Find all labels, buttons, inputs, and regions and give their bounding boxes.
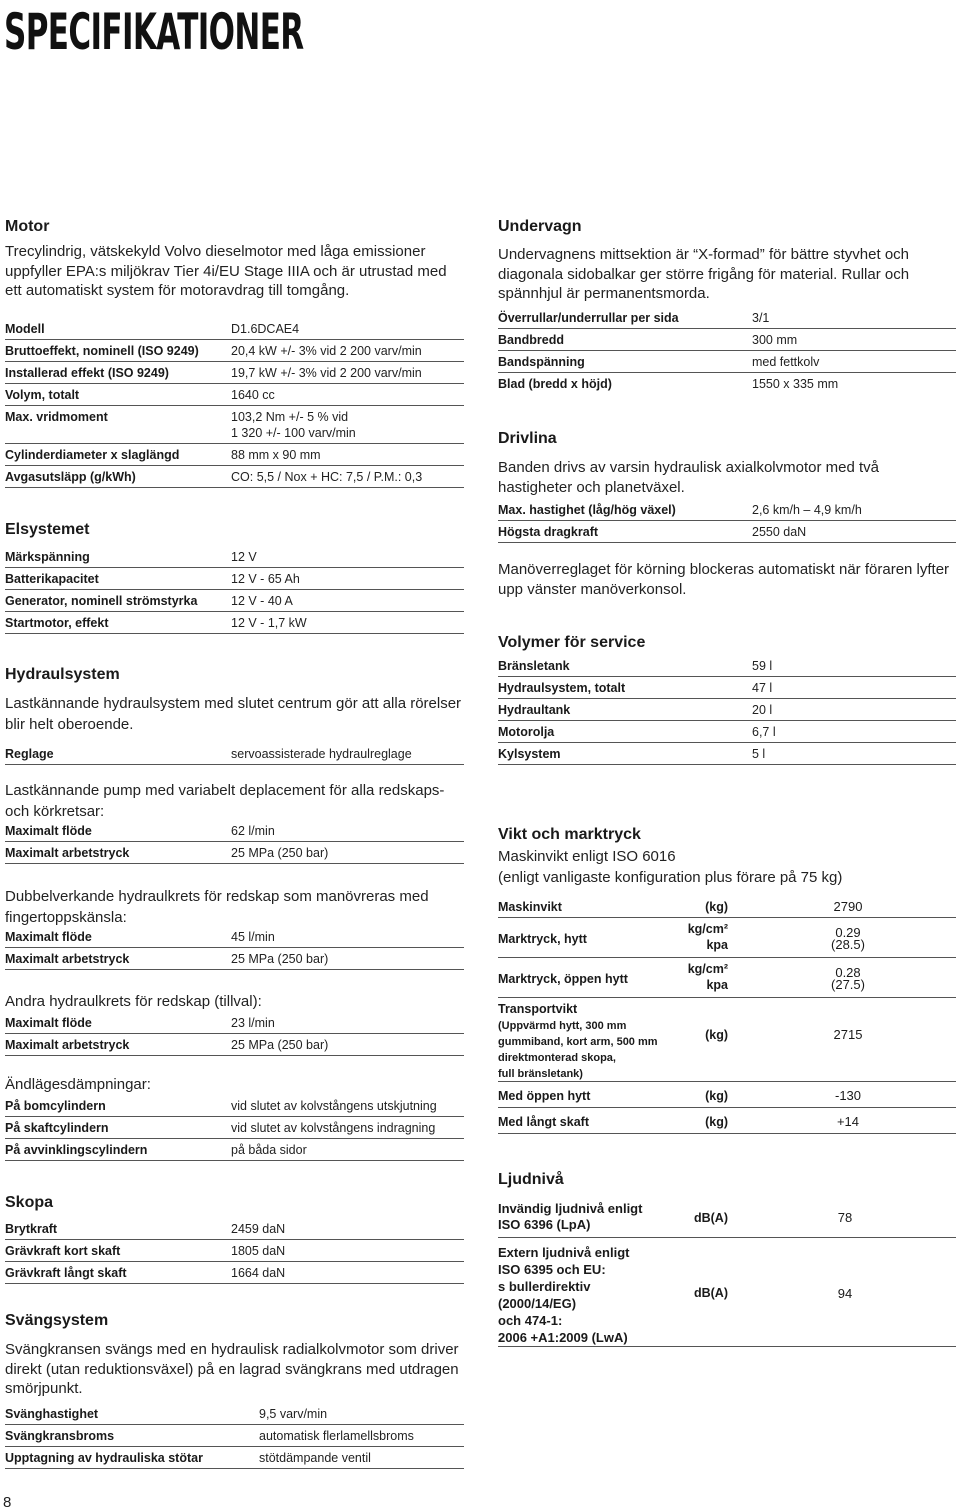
transport-detail: gummiband, kort arm, 500 mm [498,1036,658,1048]
row-key: Maximalt arbetstryck [5,952,130,966]
row-value: 19,7 kW +/- 3% vid 2 200 varv/min [231,366,422,380]
pump-row [5,820,464,842]
row-key: Maximalt arbetstryck [5,846,130,860]
transport-detail: (Uppvärmd hytt, 300 mm [498,1020,627,1032]
motor-text: Trecylindrig, vätskekyld Volvo dieselmotor med låga emissioner uppfyller EPA:s miljökrav Tier 4i/EU Stage IIIA och är utrustad med ett automatiskt system för motoravdrag till tomgång. [5,243,447,299]
row-key: Svänghastighet [5,1407,99,1421]
row-value: 47 l [752,681,773,695]
row-value: 25 MPa (250 bar) [231,1038,329,1052]
transport-label: Transportvikt [498,1002,578,1016]
skopa-section [5,1193,464,1213]
and-table [5,1095,464,1161]
row-value: 2550 daN [752,525,807,539]
row-value: 3/1 [752,311,770,325]
row-value: CO: 5,5 / Nox + HC: 7,5 / P.M.: 0,3 [231,470,423,484]
row-value: 5 l [752,747,766,761]
ljud-line: Extern ljudnivå enligt [498,1245,630,1260]
ljud-line: s bullerdirektiv [498,1279,591,1294]
row-key: På avvinklingscylindern [5,1143,148,1157]
row-value-line: 103,2 Nm +/- 5 % vid [231,410,349,424]
ljud-line: (2000/14/EG) [498,1296,577,1311]
row-value: 2459 daN [231,1222,286,1236]
row-value: 12 V - 65 Ah [231,572,300,586]
motor-table [5,318,464,488]
undervagn-text: Undervagnens mittsektion är “X-formad” för bättre styvhet och diagonala sidobalkar ger större frigång för material. Rullar och spännhjul är permanentsmorda. [498,246,910,302]
motor-row [5,340,464,362]
transport-detail: direktmonterad skopa, [498,1052,616,1064]
row-key: Installerad effekt (ISO 9249) [5,366,169,380]
row-key: Volym, totalt [5,388,80,402]
row-key: Bandbredd [498,333,564,347]
skopa-heading: Skopa [5,1194,54,1211]
svangsystem-text: Svängkransen svängs med en hydraulisk radialkolvmotor som driver direkt (utan reduktionsväxel) på en lagrad svängkrans med utdragen smörjpunkt. [5,1341,459,1397]
drivlina-text2-wrap [498,556,956,599]
motor-section [5,217,464,301]
row-key: Grävkraft kort skaft [5,1244,121,1258]
row-value: 20,4 kW +/- 3% vid 2 200 varv/min [231,344,422,358]
unit-line: kpa [706,938,728,952]
row-value: 94 [837,1286,853,1301]
el-row [5,546,464,568]
row-value [798,925,898,957]
row-value: 25 MPa (250 bar) [231,952,329,966]
row-key: Reglage [5,747,54,761]
row-value: 23 l/min [231,1016,275,1030]
row-value: 25 MPa (250 bar) [231,846,329,860]
row-key: Maskinvikt [498,900,562,914]
skopa-row [5,1218,464,1240]
vikt-table [498,896,956,1134]
ljud-line: 2006 +A1:2009 (LwA) [498,1330,628,1345]
row-value: vid slutet av kolvstångens indragning [231,1121,436,1135]
row-value: 88 mm x 90 mm [231,448,321,462]
value-line: (27.5) [831,977,865,992]
row-key: Marktryck, öppen hytt [498,972,628,986]
motor-row [5,406,464,444]
drivlina-section [498,429,956,497]
row-value: +14 [836,1114,860,1129]
undervagn-section [498,217,956,304]
and-row [5,1095,464,1117]
row-unit [678,961,728,993]
row-key: Maximalt flöde [5,1016,92,1030]
row-key: Motorolja [498,725,555,739]
row-key: Modell [5,322,45,336]
row-key: Kylsystem [498,747,561,761]
svangsystem-section [5,1311,464,1399]
hydraulsystem-text: Lastkännande hydraulsystem med slutet centrum gör att alla rörelser blir helt oberoende. [5,695,462,733]
row-key [498,1244,629,1346]
dub-paragraph: Dubbelverkande hydraulkrets för redskap som manövreras med fingertoppskänsla: [5,888,429,926]
volymer-row [498,677,956,699]
dub-text [5,880,464,928]
row-key: Blad (bredd x höjd) [498,377,612,391]
row-value: 2,6 km/h – 4,9 km/h [752,503,862,517]
row-key: Överrullar/underrullar per sida [498,311,679,325]
undervagn-heading: Undervagn [498,218,582,235]
undervagn-row [498,329,956,351]
row-key: Maximalt flöde [5,930,92,944]
andra-row [5,1034,464,1056]
row-key: Startmotor, effekt [5,616,109,630]
row-key: Upptagning av hydrauliska stötar [5,1451,203,1465]
row-key: Hydraulsystem, totalt [498,681,626,695]
svang-row [5,1447,464,1469]
unit-line: kg/cm² [687,962,728,976]
svang-row [5,1403,464,1425]
drivlina-text: Banden drivs av varsin hydraulisk axialkolvmotor med två hastigheter och planetväxel. [498,459,879,496]
vikt-sub2: (enligt vanligaste konfiguration plus förare på 75 kg) [498,869,843,886]
row-value: 9,5 varv/min [259,1407,328,1421]
vikt-sub1: Maskinvikt enligt ISO 6016 [498,848,676,865]
unit-line: kpa [706,978,728,992]
row-value: D1.6DCAE4 [231,322,300,336]
row-value: -130 [834,1088,862,1103]
motor-row [5,318,464,340]
row-key: På skaftcylindern [5,1121,109,1135]
svang-row [5,1425,464,1447]
row-value: på båda sidor [231,1143,307,1157]
row-value: 300 mm [752,333,798,347]
row-value: 6,7 l [752,725,776,739]
ljud-line: Invändig ljudnivå enligt [498,1201,643,1216]
row-value: 2790 [833,899,863,914]
vikt-section [498,825,956,888]
row-key [498,1201,642,1233]
row-key: Maximalt flöde [5,824,92,838]
row-value: automatisk flerlamellsbroms [259,1429,414,1443]
row-key: Max. vridmoment [5,410,108,424]
row-value-line: 1 320 +/- 100 varv/min [231,426,356,440]
row-key: Märkspänning [5,550,90,564]
row-value: 2715 [833,1027,863,1042]
undervagn-table [498,307,956,395]
motor-row [5,466,464,488]
ljud-heading: Ljudnivå [498,1171,564,1188]
row-key: Med långt skaft [498,1115,589,1129]
reglage-row [5,743,464,765]
row-key [498,1001,658,1081]
row-key: Marktryck, hytt [498,932,587,946]
volymer-row [498,655,956,677]
row-value: 78 [837,1210,853,1225]
pump-row [5,842,464,864]
row-value: 1664 daN [231,1266,286,1280]
ljud-section [498,1170,956,1190]
row-key: Svängkransbroms [5,1429,115,1443]
row-unit: dB(A) [693,1286,728,1300]
row-key: Hydraultank [498,703,571,717]
andra-row [5,1012,464,1034]
row-key: Med öppen hytt [498,1089,591,1103]
undervagn-row [498,373,956,395]
el-row [5,612,464,634]
skopa-table [5,1218,464,1284]
motor-row [5,444,464,466]
row-value: 62 l/min [231,824,275,838]
vikt-row [498,918,956,958]
vikt-row [498,998,956,1082]
ljud-row [498,1238,956,1347]
andra-table [5,1012,464,1056]
vikt-row [498,958,956,998]
volymer-row [498,721,956,743]
skopa-row [5,1240,464,1262]
row-value: stötdämpande ventil [259,1451,371,1465]
ljud-row [498,1198,956,1238]
row-unit [678,921,728,953]
vikt-row [498,896,956,918]
ljud-table [498,1198,956,1347]
elsystemet-heading: Elsystemet [5,521,90,538]
dub-table [5,926,464,970]
row-unit: dB(A) [693,1211,728,1225]
pump-text [5,774,464,822]
elsystemet-table [5,546,464,634]
row-value: vid slutet av kolvstångens utskjutning [231,1099,437,1113]
ljud-line: ISO 6396 (LpA) [498,1217,591,1232]
volymer-section [498,633,956,653]
ljud-line: och 474-1: [498,1313,563,1328]
ljud-line: ISO 6395 och EU: [498,1262,606,1277]
unit-line: kg/cm² [687,922,728,936]
motor-row [5,362,464,384]
andra-paragraph: Andra hydraulkrets för redskap (tillval): [5,993,262,1010]
row-unit: (kg) [705,1028,728,1042]
row-key: Grävkraft långt skaft [5,1266,127,1280]
row-value: 59 l [752,659,773,673]
motor-row [5,384,464,406]
row-key: Bruttoeffekt, nominell (ISO 9249) [5,344,199,358]
hydraulsystem-heading: Hydraulsystem [5,666,120,683]
volymer-row [498,699,956,721]
el-row [5,590,464,612]
dub-row [5,926,464,948]
row-value [231,409,356,441]
volymer-row [498,743,956,765]
page-number: 8 [3,1494,12,1511]
undervagn-row [498,351,956,373]
volymer-heading: Volymer för service [498,634,646,651]
row-key: Cylinderdiameter x slaglängd [5,448,180,462]
el-row [5,568,464,590]
pump-paragraph: Lastkännande pump med variabelt deplacement för alla redskaps- och körkretsar: [5,782,445,820]
row-value: 45 l/min [231,930,275,944]
row-unit: (kg) [705,1089,728,1103]
row-key: Batterikapacitet [5,572,99,586]
drivlina-heading: Drivlina [498,430,557,447]
reglage-table [5,743,464,765]
hydraulsystem-section [5,665,464,735]
motor-heading: Motor [5,218,50,235]
page-title: SPECIFIKATIONER [4,3,304,61]
drivlina-row [498,521,956,543]
row-unit: (kg) [705,1115,728,1129]
vikt-row [498,1108,956,1134]
and-paragraph: Ändlägesdämpningar: [5,1076,151,1093]
value-line: 0.28 [835,965,861,980]
transport-detail: full bränsletank) [498,1068,583,1080]
row-value: servoassisterade hydraulreglage [231,747,412,761]
row-key: Maximalt arbetstryck [5,1038,130,1052]
value-line: (28.5) [831,937,865,952]
drivlina-text2: Manöverreglaget för körning blockeras automatiskt när föraren lyfter upp vänster manöverkonsol. [498,561,950,598]
dub-row [5,948,464,970]
andra-text [5,985,464,1012]
row-key: På bomcylindern [5,1099,106,1113]
row-value: 20 l [752,703,773,717]
and-row [5,1117,464,1139]
drivlina-table [498,499,956,543]
value-line: 0.29 [835,925,861,940]
svangsystem-table [5,1403,464,1469]
elsystemet-section [5,520,464,540]
and-text [5,1068,464,1095]
row-value: 12 V - 40 A [231,594,293,608]
row-key: Max. hastighet (låg/hög växel) [498,503,676,517]
and-row [5,1139,464,1161]
row-value: 1640 cc [231,388,275,402]
volymer-table [498,655,956,765]
svangsystem-heading: Svängsystem [5,1312,109,1329]
vikt-heading: Vikt och marktryck [498,826,641,843]
undervagn-row [498,307,956,329]
row-value: 1805 daN [231,1244,286,1258]
drivlina-row [498,499,956,521]
row-key: Brytkraft [5,1222,58,1236]
row-value: med fettkolv [752,355,820,369]
row-key: Bränsletank [498,659,570,673]
row-value: 12 V - 1,7 kW [231,616,307,630]
row-key: Avgasutsläpp (g/kWh) [5,470,136,484]
row-key: Högsta dragkraft [498,525,599,539]
row-key: Bandspänning [498,355,585,369]
pump-table [5,820,464,864]
row-unit: (kg) [705,900,728,914]
row-key: Generator, nominell strömstyrka [5,594,198,608]
vikt-row [498,1082,956,1108]
row-value: 12 V [231,550,257,564]
row-value: 1550 x 335 mm [752,377,839,391]
row-value [798,965,898,997]
skopa-row [5,1262,464,1284]
